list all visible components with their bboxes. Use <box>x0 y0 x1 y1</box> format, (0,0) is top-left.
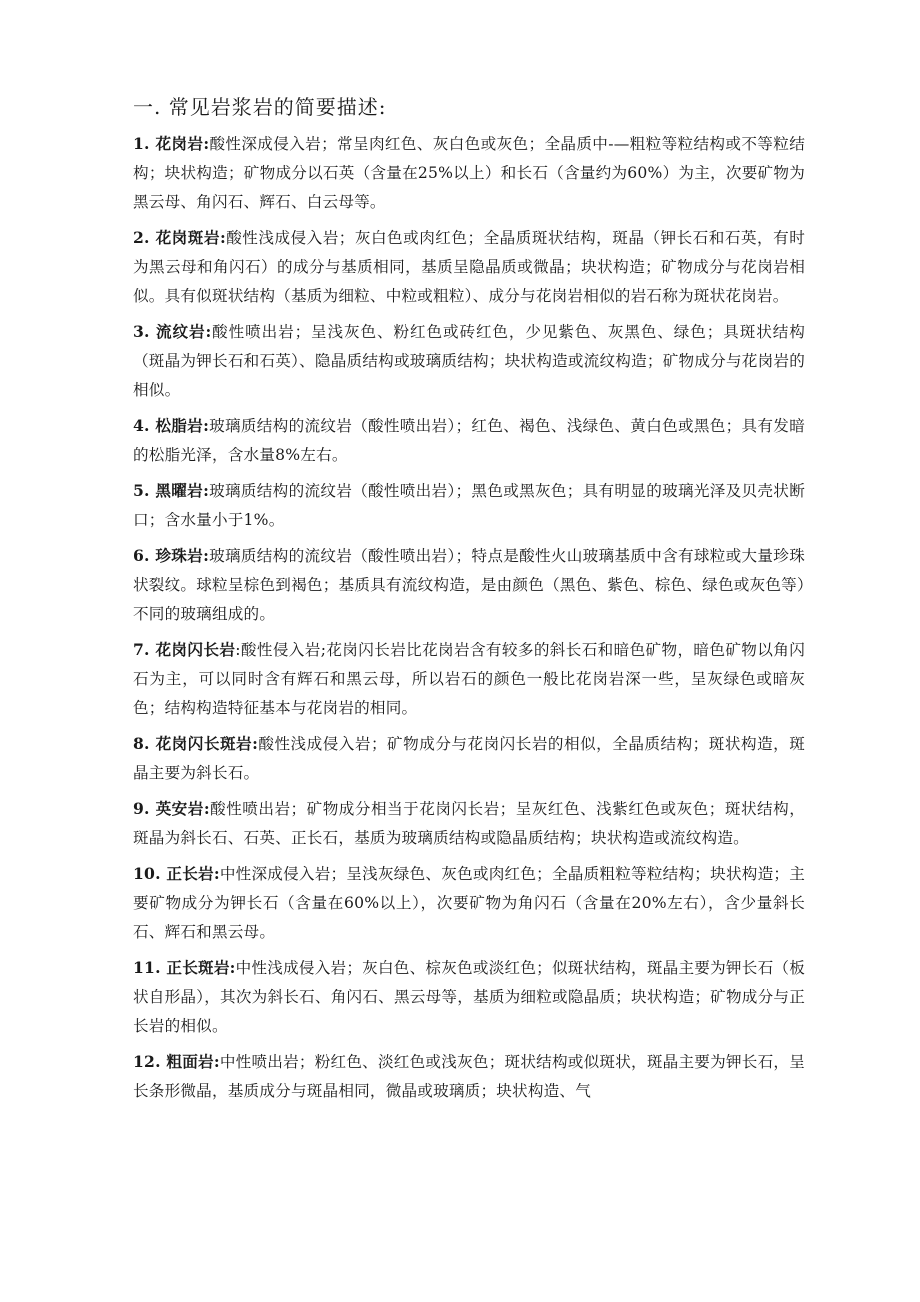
rock-description: 中性深成侵入岩；呈浅灰绿色、灰色或肉红色；全晶质粗粒等粒结构；块状构造；主要矿物成分为钾长石（含量在60%以上），次要矿物为角闪石（含量在20%左右），含少量斜长石、辉石和黑云母。 <box>133 865 805 941</box>
rock-entry <box>133 953 805 1041</box>
rock-description-list <box>133 129 805 1106</box>
rock-entry <box>133 729 805 788</box>
rock-name: 12. 粗面岩: <box>133 1052 220 1071</box>
rock-name: 3. 流纹岩: <box>133 322 212 341</box>
rock-name: 8. 花岗闪长斑岩: <box>133 734 259 753</box>
rock-name: 11. 正长斑岩: <box>133 958 236 977</box>
rock-entry <box>133 223 805 311</box>
rock-entry <box>133 411 805 470</box>
rock-description: 酸性喷出岩；矿物成分相当于花岗闪长岩；呈灰红色、浅紫红色或灰色；斑状结构，斑晶为斜长石、石英、正长石，基质为玻璃质结构或隐晶质结构；块状构造或流纹构造。 <box>133 800 805 847</box>
rock-entry <box>133 859 805 947</box>
rock-entry <box>133 635 805 723</box>
rock-name: 9. 英安岩: <box>133 799 210 818</box>
rock-name: 10. 正长岩: <box>133 864 220 883</box>
rock-entry <box>133 541 805 629</box>
rock-description: 玻璃质结构的流纹岩（酸性喷出岩）；黑色或黑灰色；具有明显的玻璃光泽及贝壳状断口；含水量小于1%。 <box>133 482 805 529</box>
rock-entry <box>133 129 805 217</box>
document-body <box>133 92 805 1112</box>
rock-name: 5. 黑曜岩: <box>133 481 210 500</box>
rock-entry <box>133 1047 805 1106</box>
rock-description: 酸性喷出岩；呈浅灰色、粉红色或砖红色，少见紫色、灰黑色、绿色；具斑状结构（斑晶为钾长石和石英）、隐晶质结构或玻璃质结构；块状构造或流纹构造；矿物成分与花岗岩的相似。 <box>133 323 806 399</box>
rock-entry <box>133 317 805 405</box>
rock-name: 2. 花岗斑岩: <box>133 228 226 247</box>
rock-description: 酸性浅成侵入岩；灰白色或肉红色；全晶质斑状结构，斑晶（钾长石和石英，有时为黑云母和角闪石）的成分与基质相同，基质呈隐晶质或微晶；块状构造；矿物成分与花岗岩相似。具有似斑状结构（基质为细粒、中粒或粗粒）、成分与花岗岩相似的岩石称为斑状花岗岩。 <box>133 229 805 305</box>
rock-description: :酸性侵入岩;花岗闪长岩比花岗岩含有较多的斜长石和暗色矿物，暗色矿物以角闪石为主，可以同时含有辉石和黑云母，所以岩石的颜色一般比花岗岩深一些，呈灰绿色或暗灰色；结构构造特征基本与花岗岩的相同。 <box>133 641 805 717</box>
rock-entry <box>133 476 805 535</box>
rock-name: 7. 花岗闪长岩 <box>133 640 236 659</box>
rock-name: 4. 松脂岩: <box>133 416 210 435</box>
rock-name: 6. 珍珠岩: <box>133 546 210 565</box>
rock-name: 1. 花岗岩: <box>133 134 210 153</box>
document-title: 一. 常见岩浆岩的简要描述: <box>133 95 387 119</box>
rock-description: 酸性深成侵入岩；常呈肉红色、灰白色或灰色；全晶质中-—粗粒等粒结构或不等粒结构；块状构造；矿物成分以石英（含量在25%以上）和长石（含量约为60%）为主，次要矿物为黑云母、角闪石、辉石、白云母等。 <box>133 135 805 211</box>
rock-description: 中性浅成侵入岩；灰白色、棕灰色或淡红色；似斑状结构，斑晶主要为钾长石（板状自形晶），其次为斜长石、角闪石、黑云母等，基质为细粒或隐晶质；块状构造；矿物成分与正长岩的相似。 <box>133 959 805 1035</box>
rock-entry <box>133 794 805 853</box>
rock-description: 酸性浅成侵入岩；矿物成分与花岗闪长岩的相似，全晶质结构；斑状构造，斑晶主要为斜长石。 <box>133 735 805 782</box>
rock-description: 中性喷出岩；粉红色、淡红色或浅灰色；斑状结构或似斑状，斑晶主要为钾长石，呈长条形微晶，基质成分与斑晶相同，微晶或玻璃质；块状构造、气 <box>133 1053 805 1100</box>
rock-description: 玻璃质结构的流纹岩（酸性喷出岩）；特点是酸性火山玻璃基质中含有球粒或大量珍珠状裂纹。球粒呈棕色到褐色；基质具有流纹构造，是由颜色（黑色、紫色、棕色、绿色或灰色等）不同的玻璃组成的。 <box>133 547 805 623</box>
rock-description: 玻璃质结构的流纹岩（酸性喷出岩）；红色、褐色、浅绿色、黄白色或黑色；具有发暗的松脂光泽，含水量8%左右。 <box>133 417 805 464</box>
